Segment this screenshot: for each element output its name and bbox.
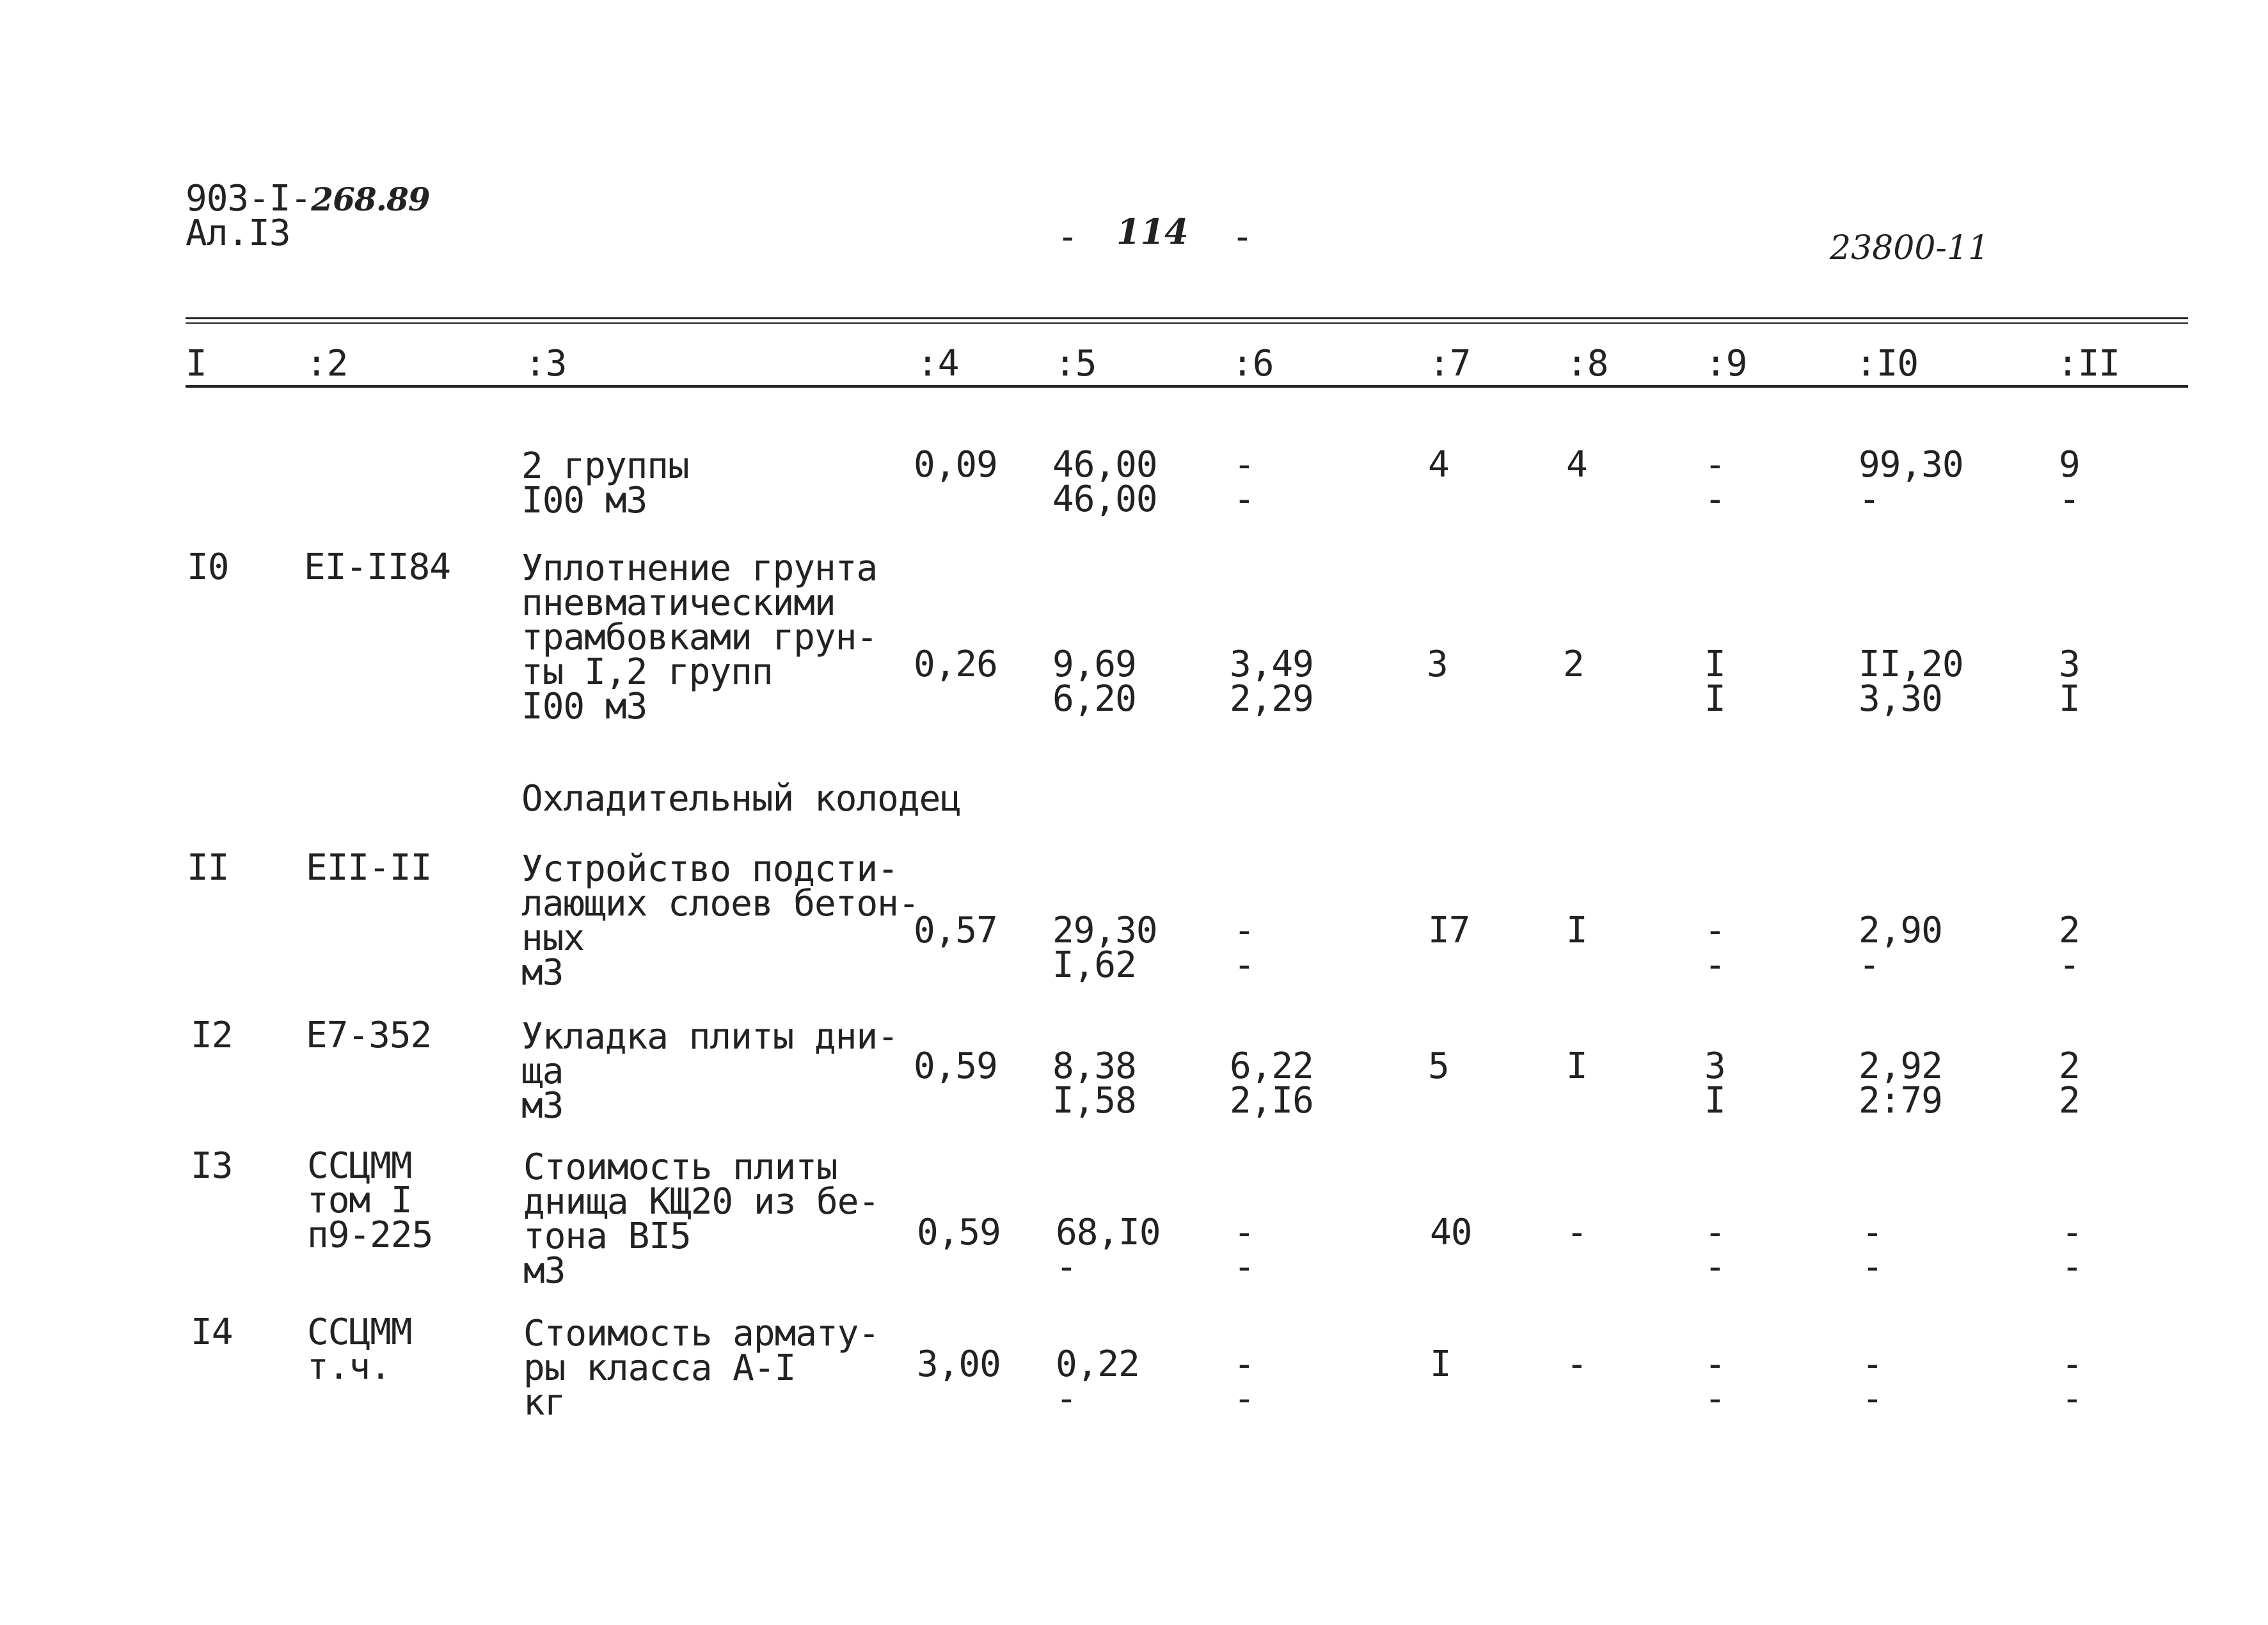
cell-col9: - - [1704,1212,1725,1288]
col-header-8: :8 [1566,343,1608,384]
cell-col10: 2,90 - [1859,910,1942,986]
cell-col8: I [1566,910,1587,951]
col-header-7: :7 [1429,343,1471,384]
cell-col10: II,20 3,30 [1859,644,1963,720]
cell-col7: 5 [1428,1045,1449,1087]
top-rule-thin [186,322,2188,324]
page-dash-left: - [1057,216,1078,258]
cell-col7: I [1430,1344,1451,1385]
cell-col10: - - [1862,1212,1883,1288]
cell-col4: 0,09 [914,444,997,486]
cell-col5: 46,00 46,00 [1052,444,1157,520]
cell-col10: 99,30 - [1859,444,1963,520]
cell-col4: 0,59 [914,1045,997,1087]
cell-col6: - - [1233,910,1255,986]
col-header-3: :3 [525,343,567,384]
cell-col5: 29,30 I,62 [1052,910,1157,986]
cell-col11: 2 2 [2059,1045,2080,1122]
cell-code: ССЦММ т.ч. [307,1312,412,1388]
cell-col9: - - [1704,444,1725,520]
album-number: Ал.I3 [186,212,290,254]
cell-col11: - - [2061,1212,2082,1288]
cell-col9: - - [1704,1344,1725,1420]
cell-col6: 3,49 2,29 [1230,644,1313,720]
cell-code: EII-II [306,847,432,889]
cell-number: I4 [191,1312,233,1353]
cell-description: Стоимость плиты днища КЩ20 из бе- тона BI5 м3 [523,1146,880,1292]
section-heading: Охладительный колодец [521,778,962,820]
cell-col5: 68,I0 - [1056,1212,1161,1288]
col-header-9: :9 [1705,343,1747,384]
cell-description: Устройство подсти- лающих слоев бетон- ных м3 [521,848,919,994]
cell-col5: 0,22 - [1056,1344,1139,1420]
cell-col10: 2,92 2:79 [1859,1045,1942,1122]
cell-col8: - [1566,1344,1587,1385]
cell-col4: 0,26 [914,644,997,685]
cell-col9: 3 I [1704,1045,1725,1122]
document-code-prefix: 903-I- [186,178,312,219]
header-bottom-rule [186,385,2188,388]
page-dash-right: - [1232,216,1253,258]
cell-description: 2 группы I00 м3 [521,445,689,521]
cell-number: I2 [191,1015,233,1056]
cell-description: Стоимость армату- ры класса A-I кг [523,1313,880,1423]
col-header-4: :4 [917,343,959,384]
col-header-5: :5 [1054,343,1097,384]
col-header-11: :II [2057,343,2120,384]
cell-code: E7-352 [306,1015,432,1056]
cell-col11: 9 - [2059,444,2080,520]
cell-col9: - - [1704,910,1725,986]
cell-description: Укладка плиты дни- ща м3 [521,1016,898,1127]
cell-number: I0 [187,546,229,588]
cell-col8: 2 [1563,644,1584,685]
cell-description: Уплотнение грунта пневматическими трамбовками грун- ты I,2 групп I00 м3 [521,548,878,727]
cell-col6: 6,22 2,I6 [1230,1045,1313,1122]
cell-col8: 4 [1566,444,1587,486]
cell-col5: 9,69 6,20 [1052,644,1136,720]
cell-col6: - - [1233,1344,1255,1420]
cell-col11: 2 - [2059,910,2080,986]
cell-code: ССЦММ том I п9-225 [307,1145,433,1256]
cell-col7: I7 [1428,910,1470,951]
cell-number: I3 [191,1145,233,1187]
cell-col4: 0,57 [914,910,997,951]
document-code-handwritten: 268.89 [311,180,430,218]
cell-col8: - [1566,1212,1587,1253]
cell-col7: 3 [1427,644,1448,685]
cell-col9: I I [1704,644,1725,720]
cell-col11: - - [2061,1344,2082,1420]
cell-number: II [187,847,229,889]
cell-col5: 8,38 I,58 [1052,1045,1136,1122]
col-header-10: :I0 [1855,343,1919,384]
cell-col8: I [1566,1045,1587,1087]
sheet-code: 23800-11 [1830,229,1990,267]
cell-col6: - - [1233,1212,1255,1288]
cell-col6: - - [1233,444,1255,520]
document-code [186,178,430,219]
cell-col4: 3,00 [917,1344,1001,1385]
cell-col7: 4 [1428,444,1449,486]
page-number: 114 [1116,211,1189,252]
col-header-2: :2 [306,343,348,384]
cell-col10: - - [1862,1344,1883,1420]
cell-code: EI-II84 [304,546,451,588]
col-header-6: :6 [1232,343,1274,384]
cell-col11: 3 I [2059,644,2080,720]
cell-col7: 40 [1430,1212,1472,1253]
top-rule [186,317,2188,319]
col-header-1: I [186,343,207,384]
cell-col4: 0,59 [917,1212,1001,1253]
